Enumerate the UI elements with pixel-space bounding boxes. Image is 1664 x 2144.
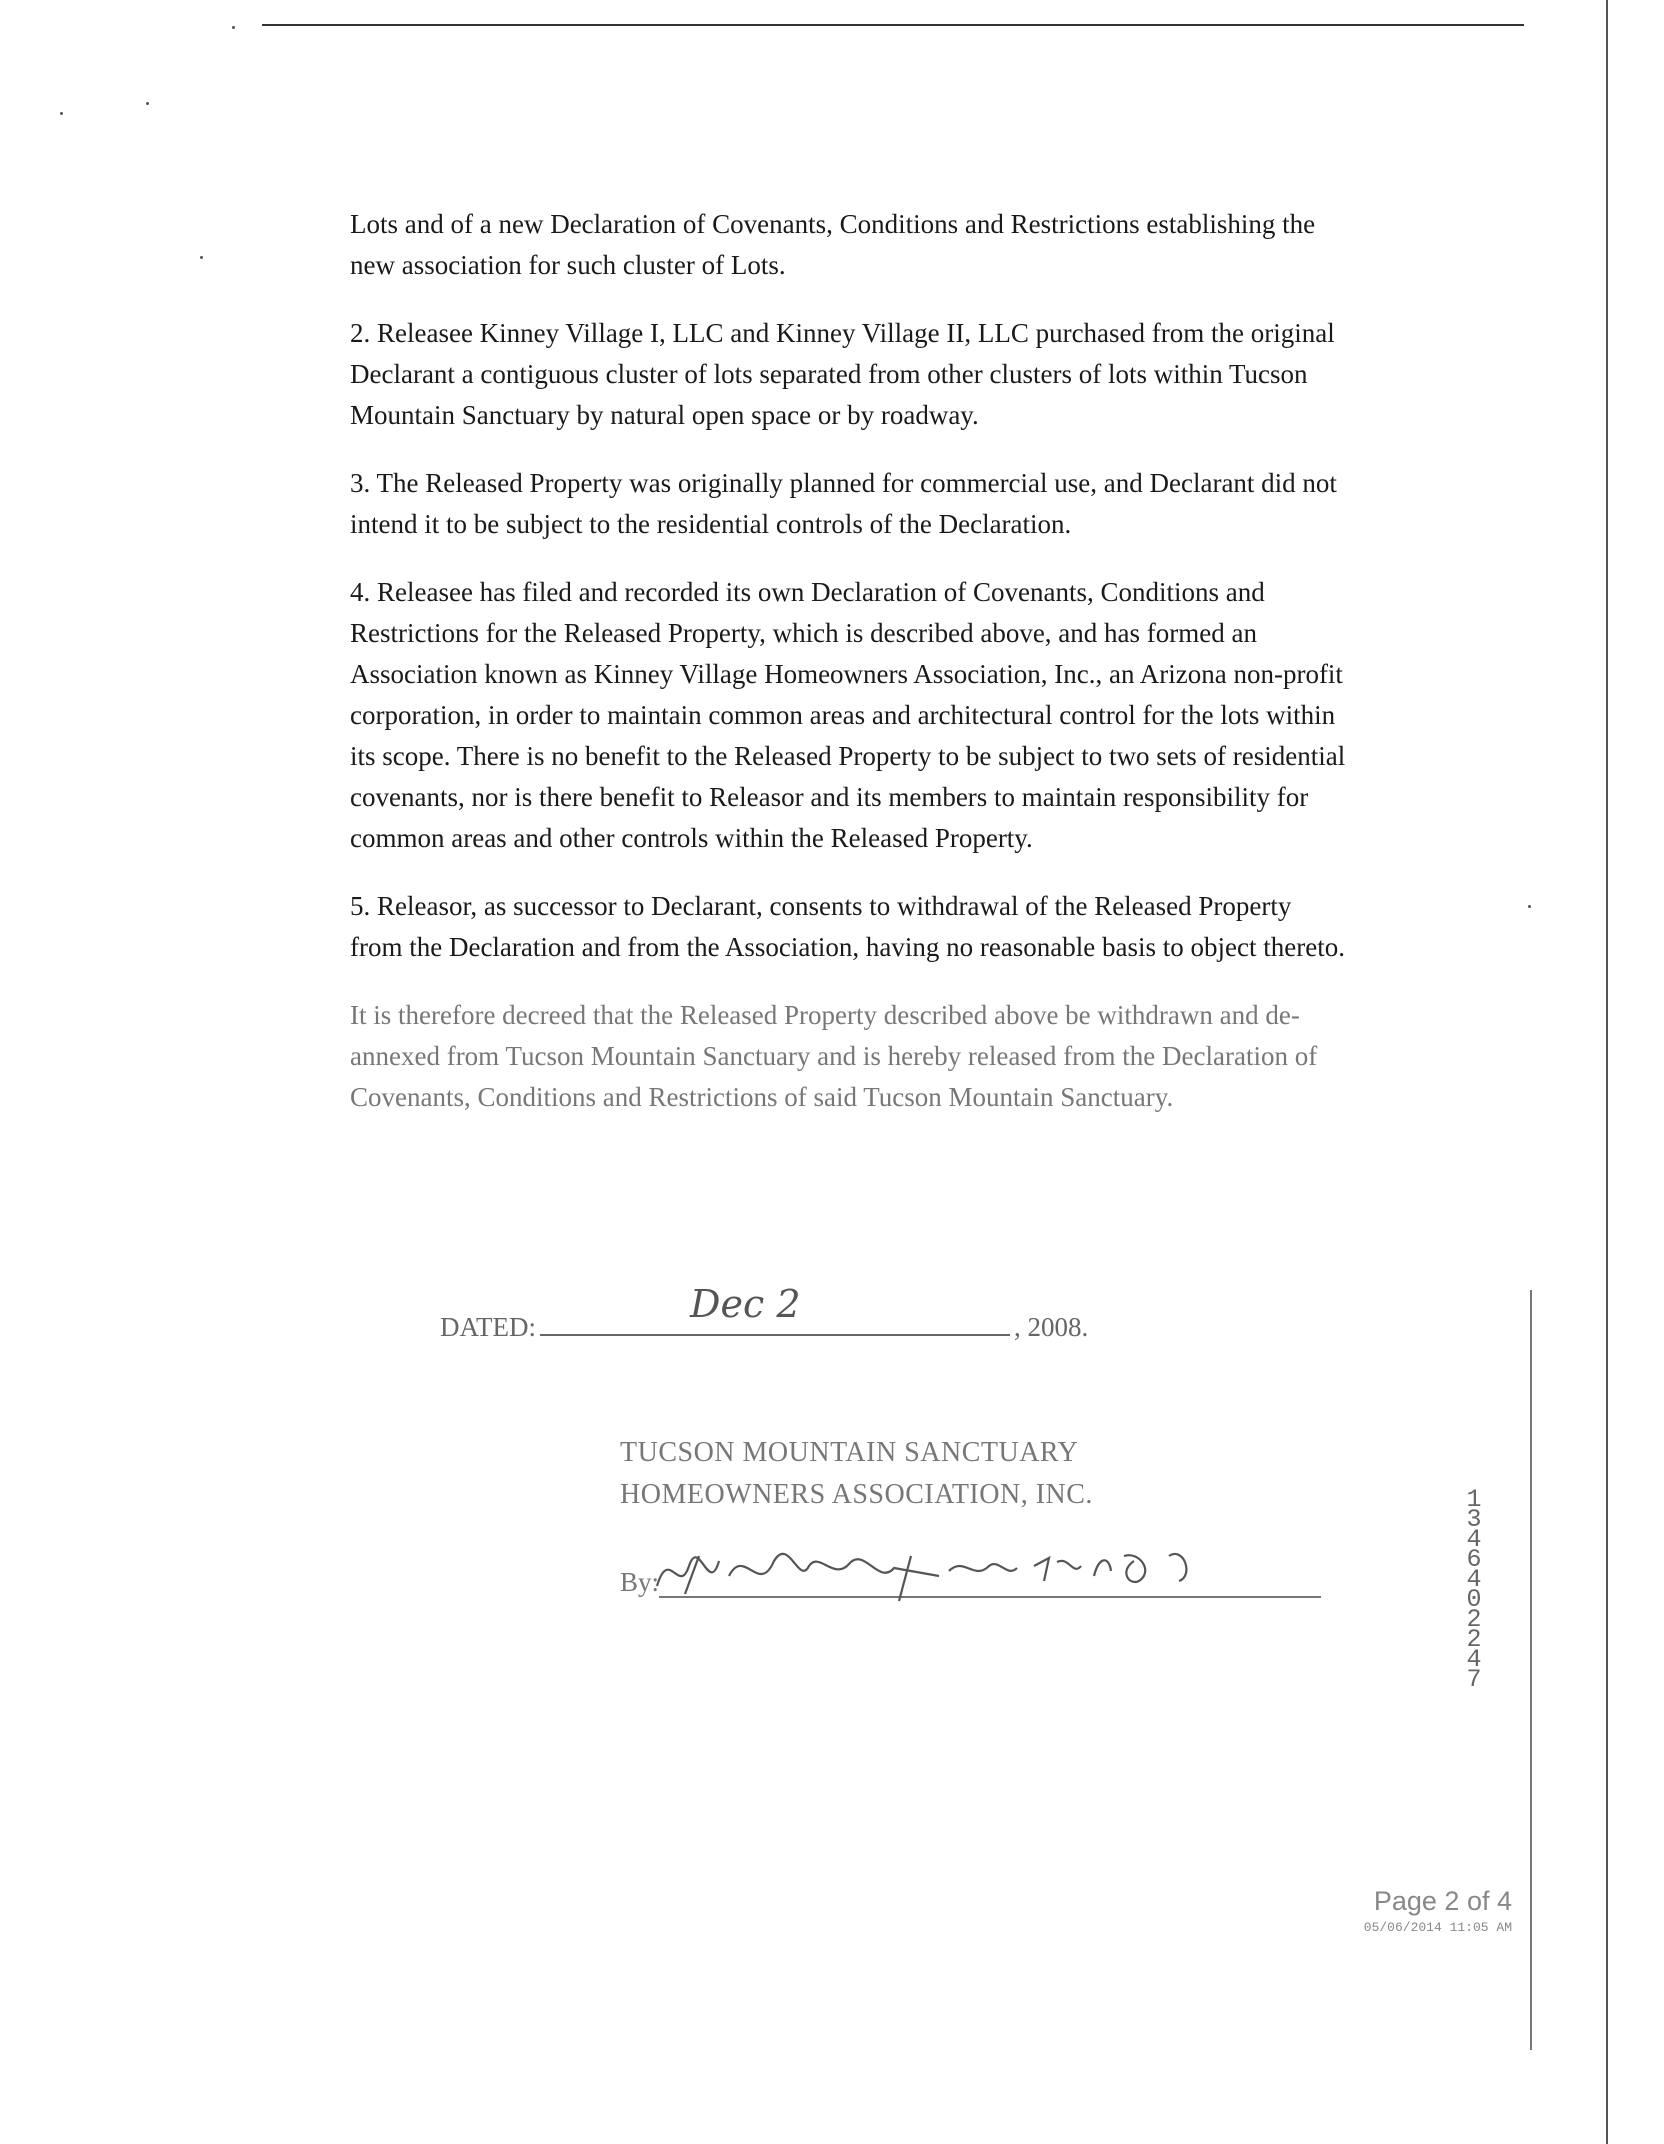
signature-line xyxy=(659,1556,1321,1598)
handwritten-signature xyxy=(649,1526,1249,1616)
association-name-line2: HOMEOWNERS ASSOCIATION, INC. xyxy=(620,1479,1093,1510)
print-timestamp: 05/06/2014 11:05 AM xyxy=(1363,1920,1512,1935)
decree-paragraph: It is therefore decreed that the Released Property described above be withdrawn and de-annexed from Tucson Mountain Sanctuary and is hereby released from the Declaration of Covenants, Conditions and Restrictions of said Tucson Mountain Sanctuary. xyxy=(350,1000,1318,1112)
page-number: Page 2 of 4 xyxy=(1373,1886,1512,1916)
association-name-block xyxy=(620,1432,1093,1516)
by-label: By: xyxy=(620,1567,660,1597)
scan-speck xyxy=(1528,905,1531,908)
scan-speck xyxy=(146,102,149,105)
dated-line-row xyxy=(440,1282,1089,1343)
top-rule xyxy=(262,24,1524,26)
date-signature-line xyxy=(540,1282,1010,1336)
signature-row xyxy=(620,1556,1321,1598)
dated-year: , 2008. xyxy=(1014,1312,1089,1342)
paragraph-intro: Lots and of a new Declaration of Covenants, Conditions and Restrictions establishing the new association for such cluster of Lots. xyxy=(350,209,1316,280)
scan-speck xyxy=(232,26,235,29)
document-body xyxy=(350,204,1350,1145)
scan-speck xyxy=(200,256,203,259)
paragraph-3: 3. The Released Property was originally planned for commercial use, and Declarant did not intend it to be subject to the residential controls of the Declaration. xyxy=(350,468,1337,539)
dated-label: DATED: xyxy=(440,1312,536,1342)
association-name-line1: TUCSON MOUNTAIN SANCTUARY xyxy=(620,1437,1079,1468)
right-inner-rule xyxy=(1530,1290,1532,2050)
handwritten-date: Dec 2 xyxy=(690,1282,801,1326)
right-edge-rule xyxy=(1606,0,1608,2144)
recording-number: 13464 02247 xyxy=(1466,1485,1482,1694)
paragraph-5: 5. Releasor, as successor to Declarant, consents to withdrawal of the Released Property from the Declaration and from the Association, having no reasonable basis to object thereto. xyxy=(350,891,1345,962)
paragraph-2: 2. Releasee Kinney Village I, LLC and Kinney Village II, LLC purchased from the original Declarant a contiguous cluster of lots separated from other clusters of lots within Tucson Mountain Sanctuary by natural open space or by roadway. xyxy=(350,318,1335,430)
scan-speck xyxy=(60,112,63,115)
paragraph-4: 4. Releasee has filed and recorded its own Declaration of Covenants, Conditions and Restrictions for the Released Property, which is described above, and has formed an Association known as Kinney Village Homeowners Association, Inc., an Arizona non-profit corporation, in order to maintain common areas and architectural control for the lots within its scope. There is no benefit to the Released Property to be subject to two sets of residential covenants, nor is there benefit to Releasor and its members to maintain responsibility for common areas and other controls within the Released Property. xyxy=(350,577,1346,853)
